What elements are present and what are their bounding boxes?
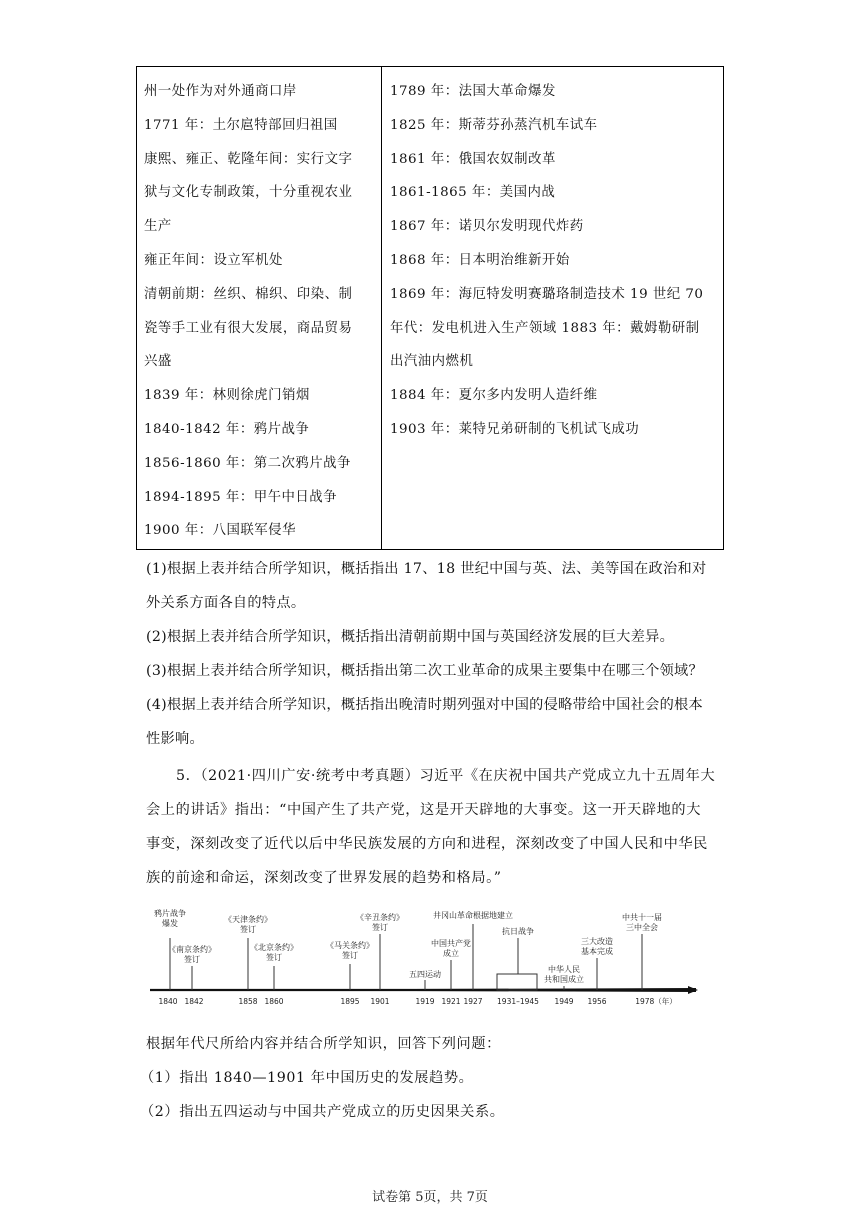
year-label: 1927 — [463, 997, 483, 1006]
table-row: 生产 — [144, 219, 172, 235]
question-5-line-4: 族的前途和命运，深刻改变了世界发展的趋势和格局。” — [146, 870, 502, 886]
table-row: 狱与文化专制政策，十分重视农业 — [144, 185, 353, 201]
event-war-of-resistance: 抗日战争 — [502, 927, 534, 936]
table-row: 1839 年：林则徐虎门销烟 — [144, 388, 310, 404]
table-row: 州一处作为对外通商口岸 — [144, 84, 297, 99]
year-label: 1978（年） — [635, 997, 677, 1006]
table-row: 雍正年间：设立军机处 — [144, 252, 283, 268]
question-5-sub-2: （2）指出五四运动与中国共产党成立的历史因果关系。 — [140, 1104, 505, 1120]
year-label: 1956 — [587, 997, 607, 1006]
table-row: 清朝前期：丝织、棉织、印染、制 — [144, 286, 353, 302]
question-5-line-3: 事变，深刻改变了近代以后中华民族发展的方向和进程，深刻改变了中国人民和中华民 — [146, 836, 708, 852]
table-row: 1840-1842 年：鸦片战争 — [144, 421, 310, 437]
event-prc-founded-2: 共和国成立 — [544, 975, 584, 984]
question-3: (3)根据上表并结合所学知识，概括指出第二次工业革命的成果主要集中在哪三个领域？ — [146, 663, 704, 679]
world-events-column — [382, 67, 723, 549]
page-footer: 试卷第 5页，共 7页 — [372, 1190, 488, 1205]
table-row: 兴盛 — [144, 354, 172, 370]
table-row: 1861-1865 年：美国内战 — [390, 185, 556, 201]
event-xinchou-treaty: 《辛丑条约》 — [356, 913, 404, 922]
table-row: 1903 年：莱特兄弟研制的飞机试飞成功 — [390, 421, 640, 437]
event-prc-founded: 中华人民 — [548, 965, 580, 974]
event-nanjing-treaty-2: 签订 — [184, 955, 200, 964]
year-label: 1921 — [441, 997, 461, 1006]
year-label: 1895 — [340, 997, 360, 1006]
question-2: (2)根据上表并结合所学知识，概括指出清朝前期中国与英国经济发展的巨大差异。 — [146, 629, 675, 645]
table-row: 1771 年：土尔扈特部回归祖国 — [144, 117, 338, 133]
event-three-reforms-2: 基本完成 — [581, 947, 613, 956]
event-opium-war-2: 爆发 — [162, 919, 178, 928]
table-row: 1884 年：夏尔多内发明人造纤维 — [390, 388, 598, 404]
year-label: 1840 — [158, 997, 178, 1006]
question-1-line-2: 外关系方面各自的特点。 — [146, 595, 306, 611]
war-of-resistance-span — [497, 974, 537, 990]
question-5-line-2: 会上的讲话》指出：“中国产生了共产党，这是开天辟地的大事变。这一开天辟地的大 — [146, 802, 701, 818]
table-row: 1861 年：俄国农奴制改革 — [390, 151, 556, 167]
table-row: 1856-1860 年：第二次鸦片战争 — [144, 455, 351, 471]
event-jinggangshan: 井冈山革命根据地建立 — [433, 911, 513, 920]
table-row: 1869 年：海厄特发明赛璐珞制造技术 19 世纪 70 — [390, 286, 704, 302]
event-tianjin-treaty: 《天津条约》 — [224, 915, 272, 924]
event-third-plenum: 中共十一届 — [622, 913, 662, 922]
event-tianjin-treaty-2: 签订 — [240, 925, 256, 934]
china-events-column — [137, 67, 382, 549]
event-cpc-founded-2: 成立 — [443, 949, 459, 958]
year-label: 1858 — [238, 997, 258, 1006]
event-nanjing-treaty: 《南京条约》 — [168, 945, 216, 954]
question-5-sub-1: （1）指出 1840—1901 年中国历史的发展趋势。 — [140, 1070, 474, 1086]
event-cpc-founded: 中国共产党 — [431, 939, 471, 948]
event-opium-war: 鸦片战争 — [154, 909, 186, 918]
history-timeline — [150, 908, 698, 1008]
event-maguan-treaty-2: 签订 — [342, 951, 358, 960]
question-4-line-1: (4)根据上表并结合所学知识，概括指出晚清时期列强对中国的侵略带给中国社会的根本 — [146, 697, 704, 713]
table-row: 1825 年：斯蒂芬孙蒸汽机车试车 — [390, 117, 598, 133]
table-row: 瓷等手工业有很大发展，商品贸易 — [144, 320, 353, 336]
event-third-plenum-2: 三中全会 — [626, 923, 658, 932]
table-row: 1900 年：八国联军侵华 — [144, 523, 296, 539]
event-beijing-treaty: 《北京条约》 — [250, 943, 298, 952]
table-row: 1789 年：法国大革命爆发 — [390, 84, 556, 99]
table-row: 年代：发电机进入生产领域 1883 年：戴姆勒研制 — [390, 320, 700, 336]
year-label: 1860 — [264, 997, 284, 1006]
events-table — [136, 66, 724, 550]
year-label: 1901 — [370, 997, 390, 1006]
table-row: 康熙、雍正、乾隆年间：实行文字 — [144, 151, 353, 167]
question-4-line-2: 性影响。 — [146, 731, 204, 747]
event-maguan-treaty: 《马关条约》 — [326, 941, 374, 950]
event-may-fourth: 五四运动 — [409, 970, 441, 979]
table-row: 1867 年：诺贝尔发明现代炸药 — [390, 219, 584, 235]
table-row: 1894-1895 年：甲午中日战争 — [144, 489, 338, 505]
question-5-line-1: 5．（2021·四川广安·统考中考真题）习近平《在庆祝中国共产党成立九十五周年大 — [176, 768, 716, 784]
event-three-reforms: 三大改造 — [581, 937, 613, 946]
event-xinchou-treaty-2: 签订 — [372, 923, 388, 932]
year-label: 1949 — [554, 997, 574, 1006]
question-5-intro: 根据年代尺所给内容并结合所学知识，回答下列问题： — [146, 1036, 501, 1052]
event-beijing-treaty-2: 签订 — [266, 953, 282, 962]
table-row: 1868 年：日本明治维新开始 — [390, 252, 570, 268]
question-1-line-1: (1)根据上表并结合所学知识，概括指出 17、18 世纪中国与英、法、美等国在政治和对 — [146, 561, 707, 577]
year-label: 1931–1945 — [497, 997, 539, 1006]
year-label: 1842 — [184, 997, 204, 1006]
table-row: 出汽油内燃机 — [390, 354, 474, 370]
year-label: 1919 — [415, 997, 435, 1006]
